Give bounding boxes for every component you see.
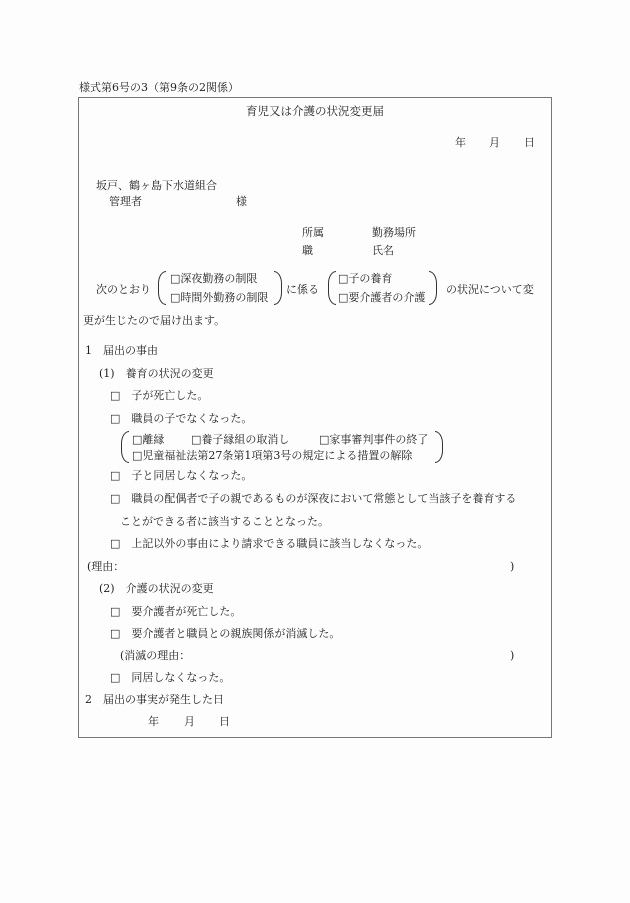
checkbox-child-welfare-measure[interactable]: □児童福祉法第27条第1項第3号の規定による措置の解除 xyxy=(132,449,413,462)
option-late-night-restriction[interactable]: □深夜勤務の制限 xyxy=(170,272,258,285)
addressee-honorific: 様 xyxy=(236,195,247,208)
spouse-can-care-continued: ことができる者に該当することとなった。 xyxy=(120,515,329,528)
section-2-heading: 2 届出の事実が発生した日 xyxy=(85,693,224,706)
checkbox-no-longer-child[interactable]: □ 職員の子でなくなった。 xyxy=(110,412,253,425)
checkbox-spouse-can-care[interactable]: □ 職員の配偶者で子の親であるものが深夜において常態として当該子を養育する xyxy=(110,492,517,505)
checkbox-divorce[interactable]: □離縁 xyxy=(132,433,165,446)
checkbox-kinship-ended[interactable]: □ 要介護者と職員との親族関係が消滅した。 xyxy=(110,627,341,640)
intro-suffix: の状況について変 xyxy=(446,283,534,296)
option-nursing-care[interactable]: □要介護者の介護 xyxy=(338,291,426,304)
checkbox-adoption-cancel[interactable]: □養子縁組の取消し xyxy=(191,433,290,446)
subsection-1-heading: (1) 養育の状況の変更 xyxy=(99,367,214,380)
addressee-role: 管理者 xyxy=(109,195,142,208)
header-date-year[interactable]: 年 xyxy=(455,136,466,149)
intro-prefix: 次のとおり xyxy=(96,283,151,296)
open-paren xyxy=(158,271,166,305)
extinction-reason-label: (消滅の理由： xyxy=(120,649,191,662)
checkbox-other-reason[interactable]: □ 上記以外の事由により請求できる職員に該当しなくなった。 xyxy=(110,537,429,550)
workplace-label: 勤務場所 xyxy=(372,226,416,239)
occurrence-date-month[interactable]: 月 xyxy=(184,715,195,728)
subsection-2-heading: (2) 介護の状況の変更 xyxy=(99,582,214,595)
open-paren xyxy=(328,271,336,305)
header-date-day[interactable]: 日 xyxy=(524,136,535,149)
checkbox-no-cohabitation[interactable]: □ 子と同居しなくなった。 xyxy=(110,469,253,482)
name-label: 氏名 xyxy=(372,244,394,257)
checkbox-family-court-end[interactable]: □家事審判事件の終了 xyxy=(319,433,429,446)
option-child-care[interactable]: □子の養育 xyxy=(338,272,393,285)
occurrence-date-year[interactable]: 年 xyxy=(148,715,159,728)
reason-label: (理由： xyxy=(87,560,125,573)
checkbox-child-died[interactable]: □ 子が死亡した。 xyxy=(110,389,209,402)
extinction-reason-close: ) xyxy=(510,649,515,662)
checkbox-care-recipient-died[interactable]: □ 要介護者が死亡した。 xyxy=(110,605,242,618)
affiliation-label: 所属 xyxy=(302,226,324,239)
position-label: 職 xyxy=(302,244,313,257)
intro-line2: 更が生じたので届け出ます。 xyxy=(83,314,226,327)
addressee-org: 坂戸、鶴ヶ島下水道組合 xyxy=(96,179,217,192)
open-paren xyxy=(121,431,129,463)
occurrence-date-day[interactable]: 日 xyxy=(219,715,230,728)
form-title: 育児又は介護の状況変更届 xyxy=(246,104,384,118)
reason-close: ) xyxy=(510,560,515,573)
checkbox-no-cohabitation-care[interactable]: □ 同居しなくなった。 xyxy=(110,671,231,684)
option-overtime-restriction[interactable]: □時間外勤務の制限 xyxy=(170,291,269,304)
intro-middle: に係る xyxy=(286,283,319,296)
form-label: 様式第6号の3（第9条の2関係） xyxy=(79,81,239,94)
section-1-heading: 1 届出の事由 xyxy=(85,344,158,357)
header-date-month[interactable]: 月 xyxy=(489,136,500,149)
